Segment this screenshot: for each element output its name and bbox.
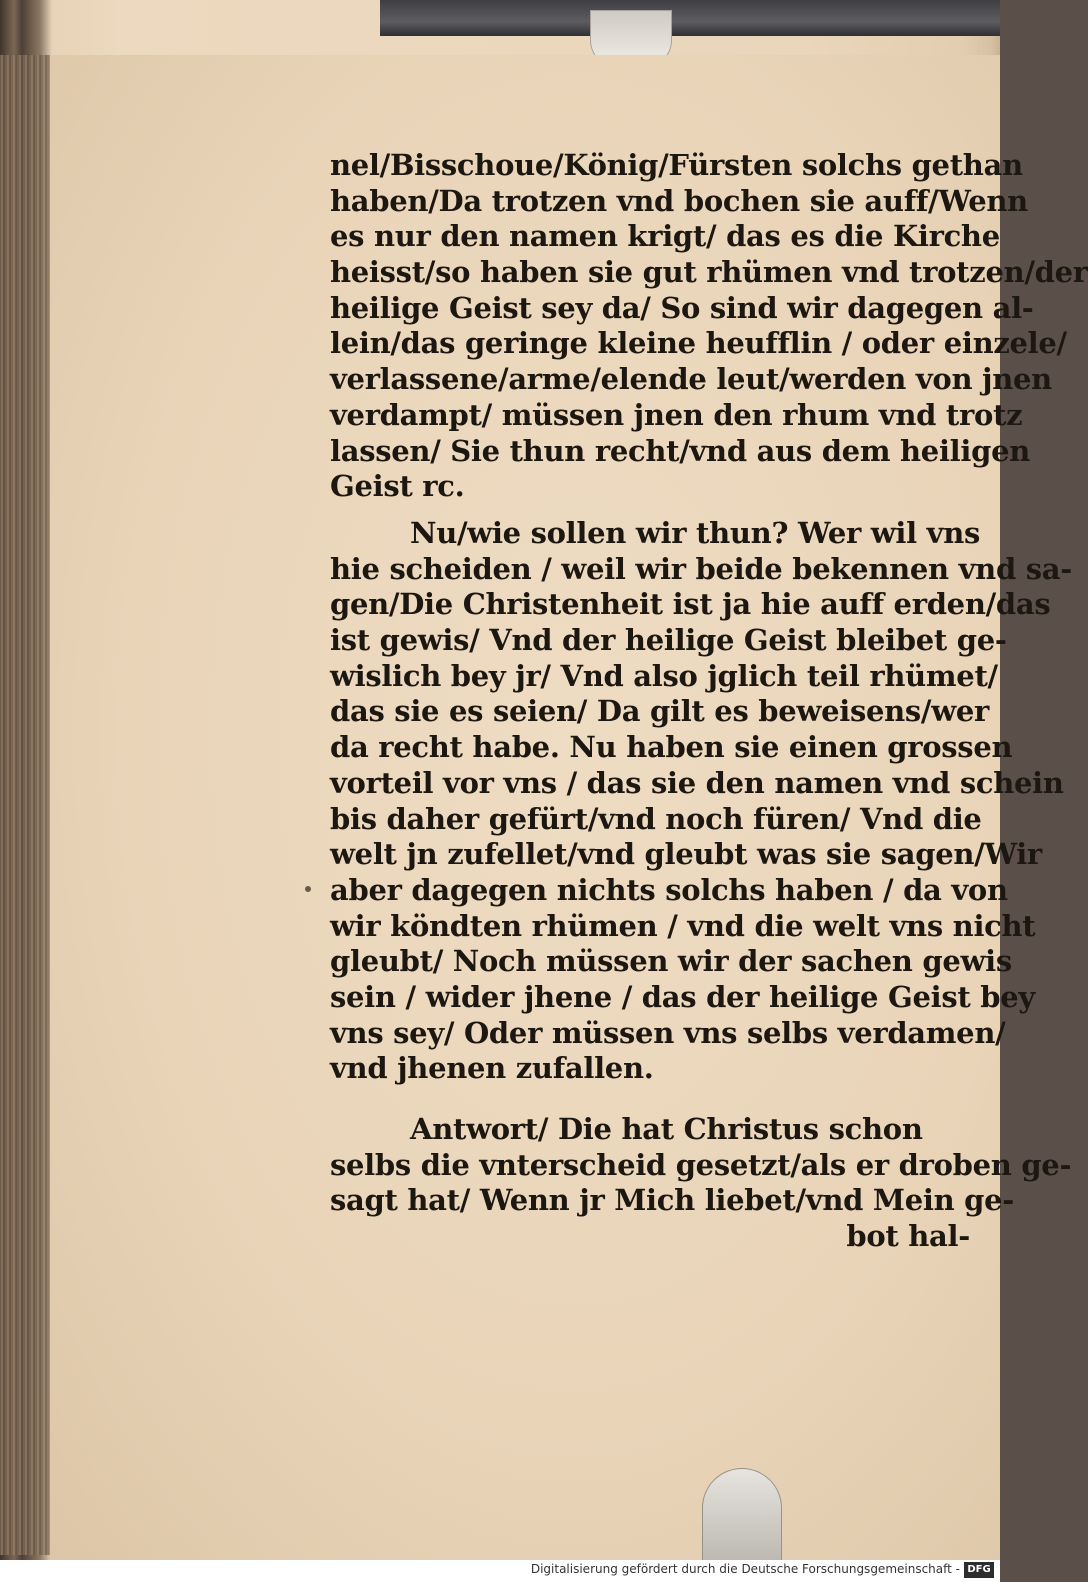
book-page-edges: [0, 55, 52, 1555]
text-line: vorteil vor vns / das sie den namen vnd schein: [330, 765, 1064, 800]
text-line: sein / wider jhene / das der heilige Geist bey: [330, 979, 1035, 1014]
text-line: Antwort/ Die hat Christus schon: [410, 1112, 923, 1146]
ink-mark: [305, 886, 311, 892]
paragraph-1: [330, 148, 1088, 505]
top-clip: [380, 0, 1000, 36]
text-line: nel/Bisschoue/König/Fürsten solchs gethan: [330, 148, 1023, 182]
text-line: gen/Die Christenheit ist ja hie auff erden/das: [330, 587, 1051, 622]
text-line: gleubt/ Noch müssen wir der sachen gewis: [330, 944, 1012, 979]
text-line: wir köndten rhümen / vnd die welt vns nicht: [330, 908, 1036, 943]
footer-credit: Digitalisierung gefördert durch die Deutsche Forschungsgemeinschaft -: [530, 1562, 960, 1576]
text-line: lassen/ Sie thun recht/vnd aus dem heiligen: [330, 433, 1031, 468]
text-line: es nur den namen krigt/ das es die Kirche: [330, 219, 1000, 254]
text-line: aber dagegen nichts solchs haben / da von: [330, 872, 1008, 907]
text-line: Geist rc.: [330, 469, 465, 504]
text-line: verlassene/arme/elende leut/werden von jnen: [330, 362, 1052, 397]
text-line: Nu/wie sollen wir thun? Wer wil vns: [410, 516, 981, 550]
text-line: vns sey/ Oder müssen vns selbs verdamen/: [330, 1015, 1006, 1050]
paragraph-3: [330, 1112, 1072, 1255]
text-line: das sie es seien/ Da gilt es beweisens/wer: [330, 694, 990, 729]
text-line: heisst/so haben sie gut rhümen vnd trotzen/der: [330, 255, 1088, 290]
text-line: welt jn zufellet/vnd gleubt was sie sagen/Wir: [330, 837, 1042, 872]
catchword: bot hal-: [846, 1219, 970, 1254]
text-line: da recht habe. Nu haben sie einen grossen: [330, 730, 1013, 765]
text-line: vnd jhenen zufallen.: [330, 1051, 654, 1086]
bottom-clip: [702, 1468, 782, 1570]
text-line: verdampt/ müssen jnen den rhum vnd trotz: [330, 397, 1023, 432]
text-line: sagt hat/ Wenn jr Mich liebet/vnd Mein ge-: [330, 1183, 1015, 1218]
text-line: hie scheiden / weil wir beide bekennen vnd sa-: [330, 551, 1072, 586]
text-line: lein/das geringe kleine heufflin / oder einzele/: [330, 326, 1067, 361]
dfg-logo: DFG: [964, 1562, 994, 1578]
text-line: bis daher gefürt/vnd noch füren/ Vnd die: [330, 801, 982, 836]
text-line: selbs die vnterscheid gesetzt/als er droben ge-: [330, 1147, 1072, 1182]
text-line: wislich bey jr/ Vnd also jglich teil rhümet/: [330, 658, 998, 693]
text-line: ist gewis/ Vnd der heilige Geist bleibet ge-: [330, 623, 1007, 658]
text-line: heilige Geist sey da/ So sind wir dagegen al-: [330, 290, 1034, 325]
text-line: haben/Da trotzen vnd bochen sie auff/Wenn: [330, 183, 1028, 218]
paragraph-2: [330, 516, 1072, 1087]
